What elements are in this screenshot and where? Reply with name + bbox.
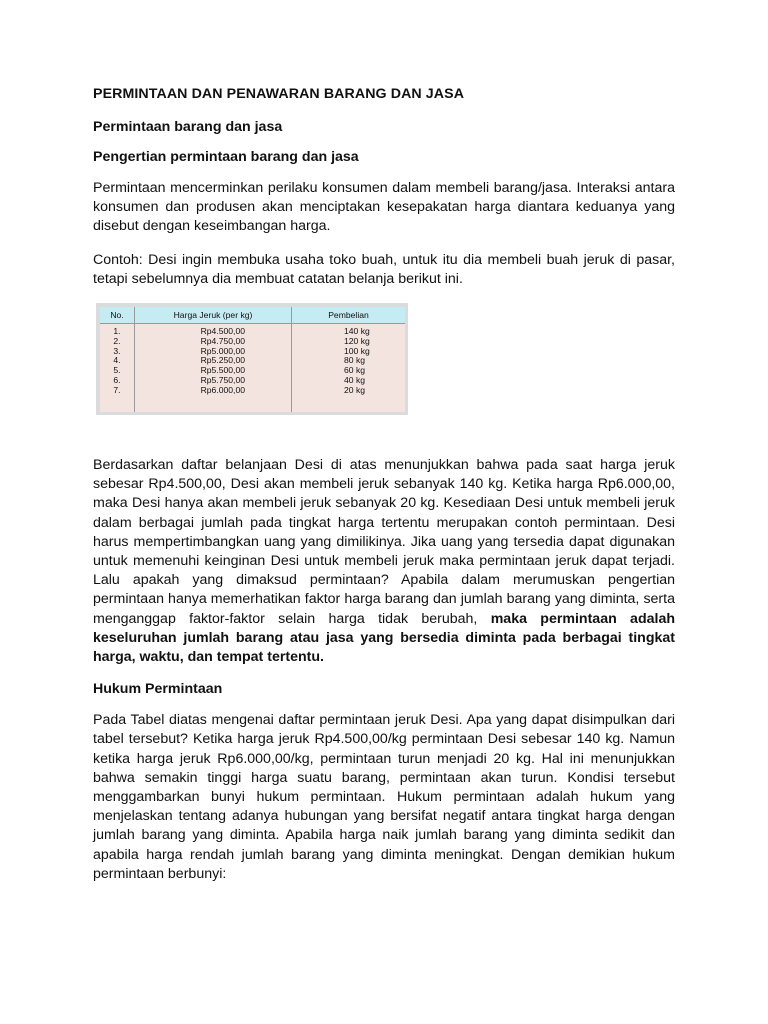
- table-data-row: [100, 324, 405, 413]
- purchase-value: 100 kg: [344, 345, 370, 356]
- paragraph-definition: Permintaan mencerminkan perilaku konsumen dalam membeli barang/jasa. Interaksi antara konsumen dan produsen akan menciptakan kesepakatan harga diantara keduanya yang disebut dengan keseimbangan harga.: [93, 180, 675, 235]
- table-header-purchase: Pembelian: [292, 307, 406, 324]
- price-value: Rp4.750,00: [200, 335, 245, 346]
- row-number: 7.: [113, 384, 121, 395]
- purchase-value: 40 kg: [344, 375, 366, 385]
- price-value: Rp5.750,00: [200, 375, 245, 385]
- shopping-list-table-image: [96, 303, 408, 415]
- row-number: 2.: [113, 335, 121, 346]
- purchase-value: 20 kg: [344, 384, 366, 395]
- row-number: 5.: [113, 365, 121, 376]
- table-header-price: Harga Jeruk (per kg): [135, 307, 292, 324]
- paragraph-analysis: [93, 456, 675, 667]
- table-cell-no: [100, 324, 135, 413]
- price-value: Rp5.000,00: [200, 345, 245, 356]
- definition-bold-text: maka permintaan adalah keseluruhan jumlah barang atau jasa yang bersedia diminta pada berbagai tingkat harga, waktu, dan tempat tertentu.: [93, 610, 675, 666]
- analysis-text: Berdasarkan daftar belanjaan Desi di atas menunjukkan bahwa pada saat harga jeruk sebesar Rp4.500,00, Desi akan membeli jeruk sebanyak 140 kg. Ketika harga Rp6.000,00, maka Desi hanya akan membeli jeruk sebanyak 20 kg. Kesediaan Desi untuk membeli jeruk dalam berbagai jumlah pada tingkat harga tertentu merupakan contoh permintaan. Desi harus mempertimbangkan uang yang dimilikinya. Jika uang yang tersedia dapat digunakan untuk memenuhi keinginan Desi untuk membeli jeruk maka permintaan jeruk dapat terjadi. Lalu apakah yang dimaksud permintaan? Apabila dalam merumuskan pengertian permintaan hanya memerhatikan faktor harga barang dan jumlah barang yang diminta, serta menganggap faktor-faktor selain harga tidak berubah,: [93, 457, 675, 627]
- purchase-value: 60 kg: [344, 365, 366, 376]
- spacer: [93, 415, 675, 456]
- price-value: Rp6.000,00: [200, 384, 245, 395]
- row-number: 6.: [113, 375, 121, 385]
- row-number: 1.: [113, 326, 121, 337]
- document-page: [93, 86, 675, 884]
- document-title: PERMINTAAN DAN PENAWARAN BARANG DAN JASA: [93, 86, 465, 102]
- row-number: 4.: [113, 355, 121, 366]
- paragraph-law: Pada Tabel diatas mengenai daftar permintaan jeruk Desi. Apa yang dapat disimpulkan dari tabel tersebut? Ketika harga jeruk Rp4.500,00/kg permintaan Desi sebesar 140 kg. Namun ketika harga jeruk Rp6.000,00/kg, permintaan turun menjadi 20 kg. Hal ini menunjukkan bahwa semakin tinggi harga suatu barang, permintaan akan turun. Kondisi tersebut menggambarkan bunyi hukum permintaan. Hukum permintaan adalah hukum yang menjelaskan tentang adanya hubungan yang bersifat negatif antara tingkat harga dengan jumlah barang yang diminta. Apabila harga naik jumlah barang yang diminta sedikit dan apabila harga rendah jumlah barang yang diminta meningkat. Dengan demikian hukum permintaan berbunyi:: [93, 712, 675, 882]
- row-number: 3.: [113, 345, 121, 356]
- price-value: Rp5.250,00: [200, 355, 245, 366]
- table-cell-price: [135, 324, 292, 413]
- table-header-no: No.: [100, 307, 135, 324]
- section-heading-hukum: Hukum Permintaan: [93, 681, 223, 698]
- table-cell-purchase: [292, 324, 406, 413]
- section-heading-permintaan: Permintaan barang dan jasa: [93, 119, 283, 135]
- price-value: Rp5.500,00: [200, 365, 245, 376]
- table-header-row: [100, 307, 405, 324]
- purchase-value: 120 kg: [344, 335, 370, 346]
- paragraph-example: Contoh: Desi ingin membuka usaha toko buah, untuk itu dia membeli buah jeruk di pasar, tetapi sebelumnya dia membuat catatan belanja berikut ini.: [93, 251, 675, 287]
- subsection-heading-pengertian: Pengertian permintaan barang dan jasa: [93, 149, 359, 165]
- purchase-value: 140 kg: [344, 326, 370, 337]
- price-value: Rp4.500,00: [200, 326, 245, 337]
- purchase-value: 80 kg: [344, 355, 366, 366]
- shopping-list-table: [100, 307, 405, 412]
